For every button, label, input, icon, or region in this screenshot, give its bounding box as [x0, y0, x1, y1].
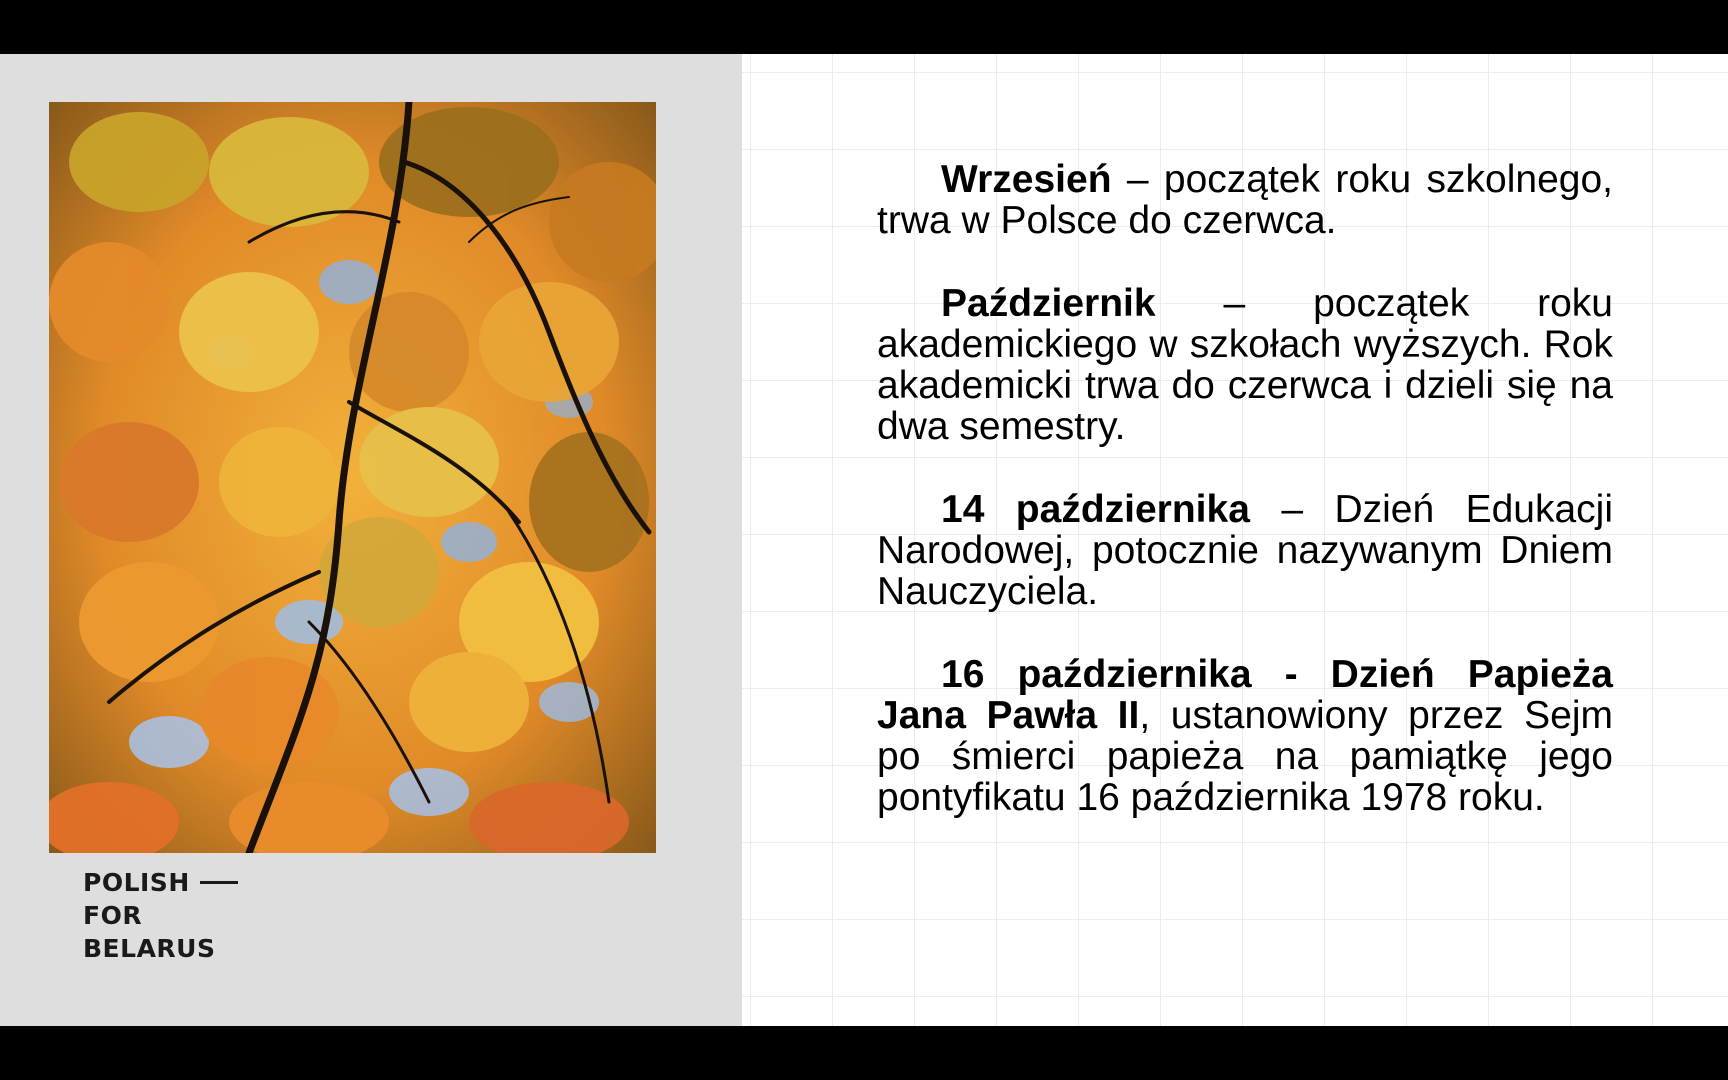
brand-line-2: FOR [83, 901, 143, 930]
brand-line-1: POLISH [83, 868, 190, 897]
autumn-leaves-photo [49, 102, 656, 853]
paragraph-1-bold: Wrzesień [941, 158, 1112, 201]
brand-line-3: BELARUS [83, 934, 216, 963]
paragraph-pazdziernik [877, 283, 1613, 447]
paragraph-wrzesien [877, 159, 1613, 241]
paragraph-3-bold: 14 października [941, 488, 1250, 531]
paragraph-2-bold: Październik [941, 282, 1156, 325]
brand-logo-text [83, 866, 238, 965]
autumn-leaves-illustration [49, 102, 656, 853]
brand-dash [200, 881, 238, 884]
paragraph-2-text: – początek roku akademickiego w szkołach wyższych. Rok akademicki trwa do czerwca i dzieli się na dwa semestry. [877, 282, 1613, 448]
paragraph-1-text: – początek roku szkolnego, trwa w Polsce do czerwca. [877, 158, 1613, 242]
paragraph-4-bold: 16 października - Dzień Papieża Jana Pawła II [877, 653, 1613, 737]
paragraph-14-pazdziernika [877, 489, 1613, 612]
paragraph-3-text: – Dzień Edukacji Narodowej, potocznie nazywanym Dniem Nauczyciela. [877, 488, 1613, 613]
letterbox-top [0, 0, 1728, 54]
slide [0, 54, 1728, 1026]
letterbox-bottom [0, 1026, 1728, 1080]
paragraph-16-pazdziernika [877, 654, 1613, 818]
content-text [877, 159, 1613, 860]
left-panel [0, 54, 742, 1026]
paragraph-4-text: , ustanowiony przez Sejm po śmierci papieża na pamiątkę jego pontyfikatu 16 października 1978 roku. [877, 694, 1613, 819]
